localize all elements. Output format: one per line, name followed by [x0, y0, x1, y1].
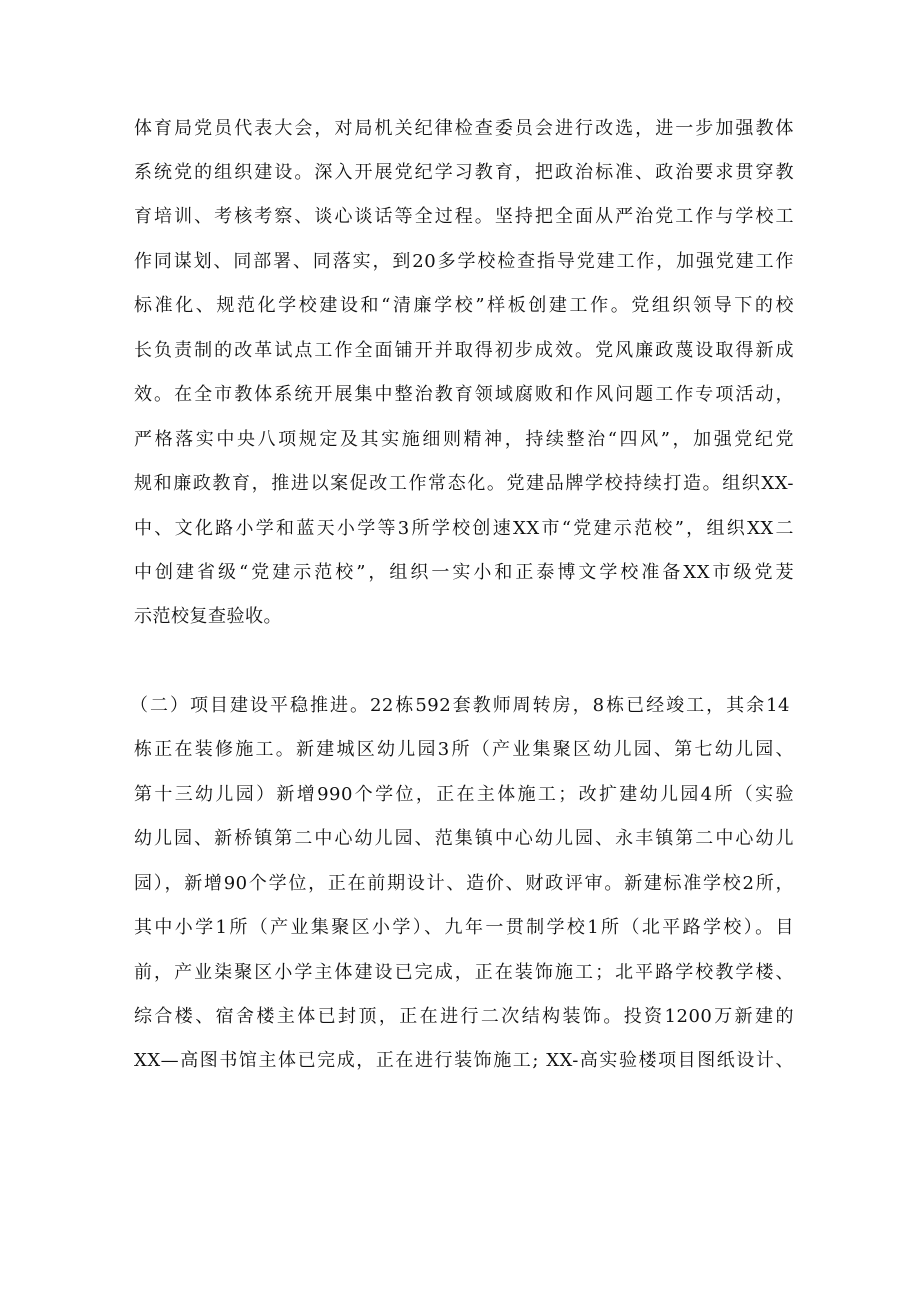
text-line: 其中小学1所（产业集聚区小学）、九年一贯制学校1所（北平路学校）。目 [134, 917, 794, 938]
text-line: 第十三幼儿园）新增990个学位，正在主体施工；改扩建幼儿园4所（实验 [134, 784, 794, 805]
text-line: 示范校复查验收。 [134, 606, 282, 627]
text-line: 长负责制的改革试点工作全面铺开并取得初步成效。党风廉政蔑设取得新成 [134, 340, 794, 361]
text-line: 体育局党员代表大会，对局机关纪律检查委员会进行改选，进一步加强教体 [134, 118, 794, 139]
text-line: 幼儿园、新桥镇第二中心幼儿园、范集镇中心幼儿园、永丰镇第二中心幼儿 [134, 828, 794, 849]
text-line: 效。在全市教体系统开展集中整治教育领域腐败和作风问题工作专项活动， [134, 384, 794, 405]
text-line: 严格落实中央八项规定及其实施细则精神，持续整治“四风”，加强党纪党 [134, 429, 794, 450]
text-line: 标准化、规范化学校建设和“清廉学校”样板创建工作。党组织领导下的校 [134, 295, 794, 316]
text-line: 园），新增90个学位，正在前期设计、造价、财政评审。新建标准学校2所， [134, 873, 794, 894]
text-line: 中、文化路小学和蓝天小学等3所学校创速XX市“党建示范校”，组织XX二 [134, 518, 794, 539]
text-line: 系统党的组织建设。深入开展党纪学习教育，把政治标准、政治要求贯穿教 [134, 162, 794, 183]
text-line: XX—高图书馆主体已完成，正在进行装饰施工; XX-高实验楼项目图纸设计、 [134, 1050, 794, 1071]
text-line: 前，产业柒聚区小学主体建设已完成，正在装饰施工；北平路学校教学楼、 [134, 962, 794, 983]
text-line: 规和廉政教育，推进以案促改工作常态化。党建品牌学校持续打造。组织XX- [134, 473, 794, 494]
text-line: 综合楼、宿舍楼主体已封顶，正在进行二次结构装饰。投资1200万新建的 [134, 1006, 794, 1027]
section-heading-line: （二）项目建设平稳推进。22栋592套教师周转房，8栋已经竣工，其余14 [130, 695, 790, 716]
text-line: 作同谋划、同部署、同落实，到20多学校检查指导党建工作，加强党建工作 [134, 251, 794, 272]
text-line: 栋正在装修施工。新建城区幼儿园3所（产业集聚区幼儿园、第七幼儿园、 [134, 739, 794, 760]
text-line: 育培训、考核考察、谈心谈话等全过程。坚持把全面从严治党工作与学校工 [134, 206, 794, 227]
text-line: 中创建省级“党建示范校”，组织一实小和正泰博文学校准备XX市级党茇 [134, 562, 794, 583]
